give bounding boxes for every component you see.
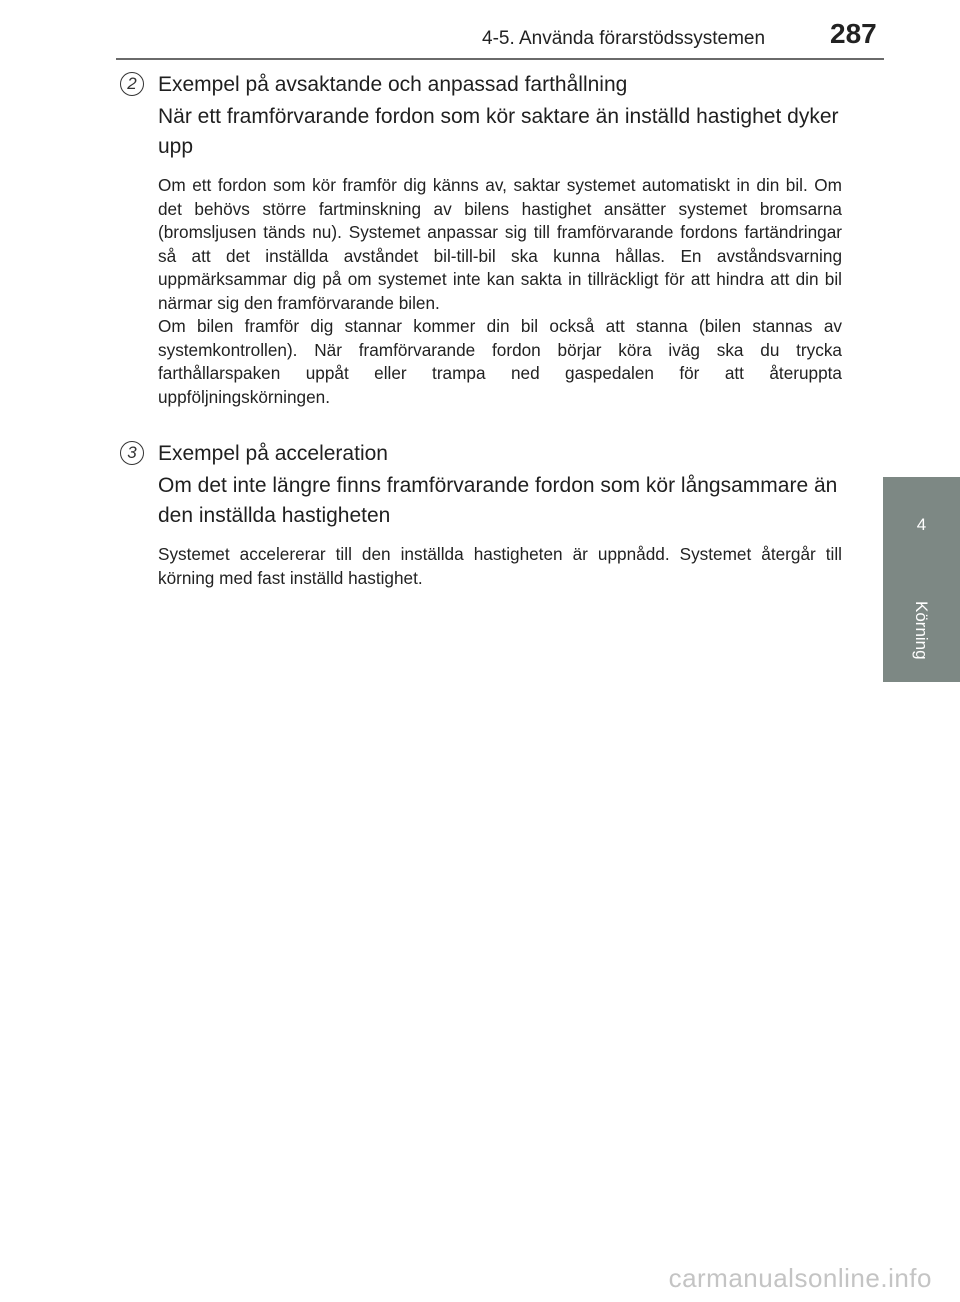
step-number-icon: 3 bbox=[120, 441, 144, 465]
step-number-icon: 2 bbox=[120, 72, 144, 96]
item-subheading: När ett framförvarande fordon som kör saktare än inställd hastighet dyker upp bbox=[158, 105, 839, 158]
item-subheading: Om det inte längre finns framförvarande fordon som kör långsammare än den inställda hastigheten bbox=[158, 474, 838, 527]
chapter-side-tab bbox=[883, 477, 960, 682]
section-title: 4-5. Använda förarstödssystemen bbox=[482, 28, 766, 49]
body-paragraph: Om bilen framför dig stannar kommer din bil också att stanna (bilen stannas av systemkontrollen). När framförvarande fordon börjar köra iväg ska du trycka farthållarspaken uppåt eller trampa ned gaspedalen för att återuppta uppföljningskörningen. bbox=[158, 316, 842, 407]
example-item-3 bbox=[120, 439, 842, 590]
header-divider bbox=[116, 58, 884, 60]
body-paragraph: Om ett fordon som kör framför dig känns av, saktar systemet automatiskt in din bil. Om det behövs större fartminskning av bilens hastighet ansätter systemet bromsarna (bromsljusen tänds nu). Systemet anpassar sig till framförvarande fordons fartändringar så att det inställda avståndet bil-till-bil ska kunna hållas. En avståndsvarning uppmärksammar dig på om systemet inte kan sakta in tillräckligt för att hindra att din bil närmar sig den framförvarande bilen. bbox=[158, 175, 842, 313]
item-heading bbox=[158, 439, 842, 531]
example-item-2 bbox=[120, 70, 842, 409]
item-heading-line: Exempel på acceleration bbox=[158, 442, 388, 465]
item-body bbox=[158, 543, 842, 590]
item-heading bbox=[158, 70, 842, 162]
page-header bbox=[0, 0, 960, 62]
page-number: 287 bbox=[830, 18, 877, 49]
item-body bbox=[158, 174, 842, 409]
item-heading-line: Exempel på avsaktande och anpassad farthållning bbox=[158, 73, 628, 96]
chapter-label: Körning bbox=[912, 601, 931, 660]
site-watermark: carmanualsonline.info bbox=[668, 1263, 932, 1293]
body-paragraph: Systemet accelererar till den inställda hastigheten är uppnådd. Systemet återgår till körning med fast inställd hastighet. bbox=[158, 544, 842, 588]
chapter-number: 4 bbox=[916, 515, 927, 534]
